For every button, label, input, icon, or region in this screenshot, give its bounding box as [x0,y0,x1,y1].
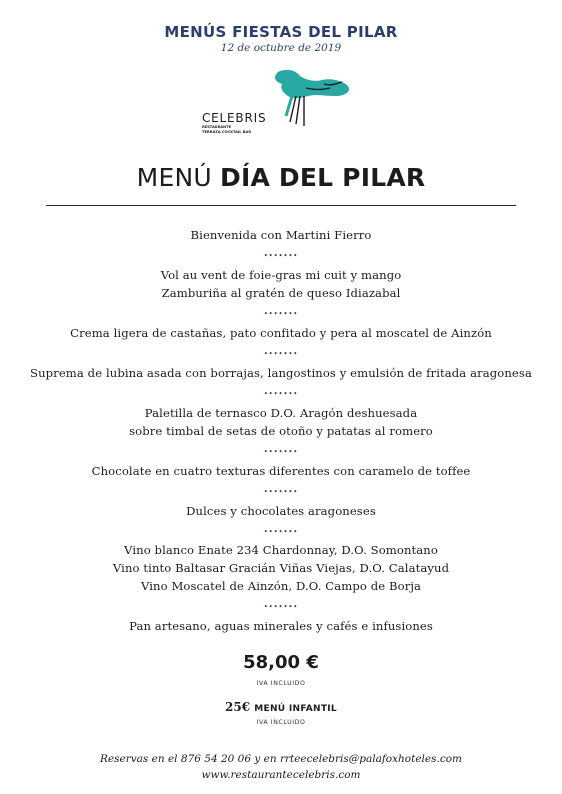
dot-separator: ••••••• [263,528,299,536]
logo-tagline [202,125,292,134]
header-title: MENÚS FIESTAS DEL PILAR [164,23,398,41]
menu-item: Suprema de lubina asada con borrajas, langostinos y emulsión de fritada aragonesa [30,366,532,380]
menu-price: 58,00 € [243,652,319,673]
vat-note: IVA INCLUIDO [256,680,306,687]
dot-separator: ••••••• [263,252,299,260]
header-date: 12 de octubre de 2019 [220,42,342,54]
menu-item: Vol au vent de foie-gras mi cuit y mango [160,268,402,282]
dot-separator: ••••••• [263,603,299,611]
menu-title [0,163,562,192]
kids-price: 25€ [225,700,251,714]
dot-separator: ••••••• [263,488,299,496]
title-divider [46,205,516,206]
dot-separator: ••••••• [263,448,299,456]
menu-item: Chocolate en cuatro texturas diferentes con caramelo de toffee [91,464,471,478]
logo-tagline-line2: TERRAZA COCKTAIL BAR [202,129,252,134]
menu-item: Zamburiña al gratén de queso Idiazabal [161,286,401,300]
menu-item: sobre timbal de setas de otoño y patatas al romero [129,424,433,438]
kids-label: MENÚ INFANTIL [254,704,337,714]
menu-item: Dulces y chocolates aragoneses [186,504,376,518]
logo-name: CELEBRIS [202,111,267,125]
celebris-logo [196,66,366,138]
wine-item: Vino tinto Baltasar Gracián Viñas Viejas, D.O. Calatayud [112,561,450,575]
menu-title-prefix: MENÚ [136,163,212,192]
menu-item: Paletilla de ternasco D.O. Aragón deshuesada [144,406,418,420]
website-link[interactable]: www.restaurantecelebris.com [201,769,361,781]
logo-tagline-line1: RESTAURANTE [202,125,232,129]
dot-separator: ••••••• [263,350,299,358]
menu-item: Bienvenida con Martini Fierro [190,228,372,242]
wine-item: Vino Moscatel de Ainzón, D.O. Campo de Borja [140,579,422,593]
menu-item: Pan artesano, aguas minerales y cafés e infusiones [129,619,433,633]
kids-menu-price [0,700,562,714]
menu-title-name: DÍA DEL PILAR [220,163,426,192]
reservations-text: Reservas en el 876 54 20 06 y en rrteecelebris@palafoxhoteles.com [100,753,462,765]
menu-item: Crema ligera de castañas, pato confitado y pera al moscatel de Ainzón [70,326,492,340]
dot-separator: ••••••• [263,310,299,318]
dot-separator: ••••••• [263,390,299,398]
kids-vat-note: IVA INCLUIDO [256,719,306,726]
wine-item: Vino blanco Enate 234 Chardonnay, D.O. Somontano [124,543,438,557]
